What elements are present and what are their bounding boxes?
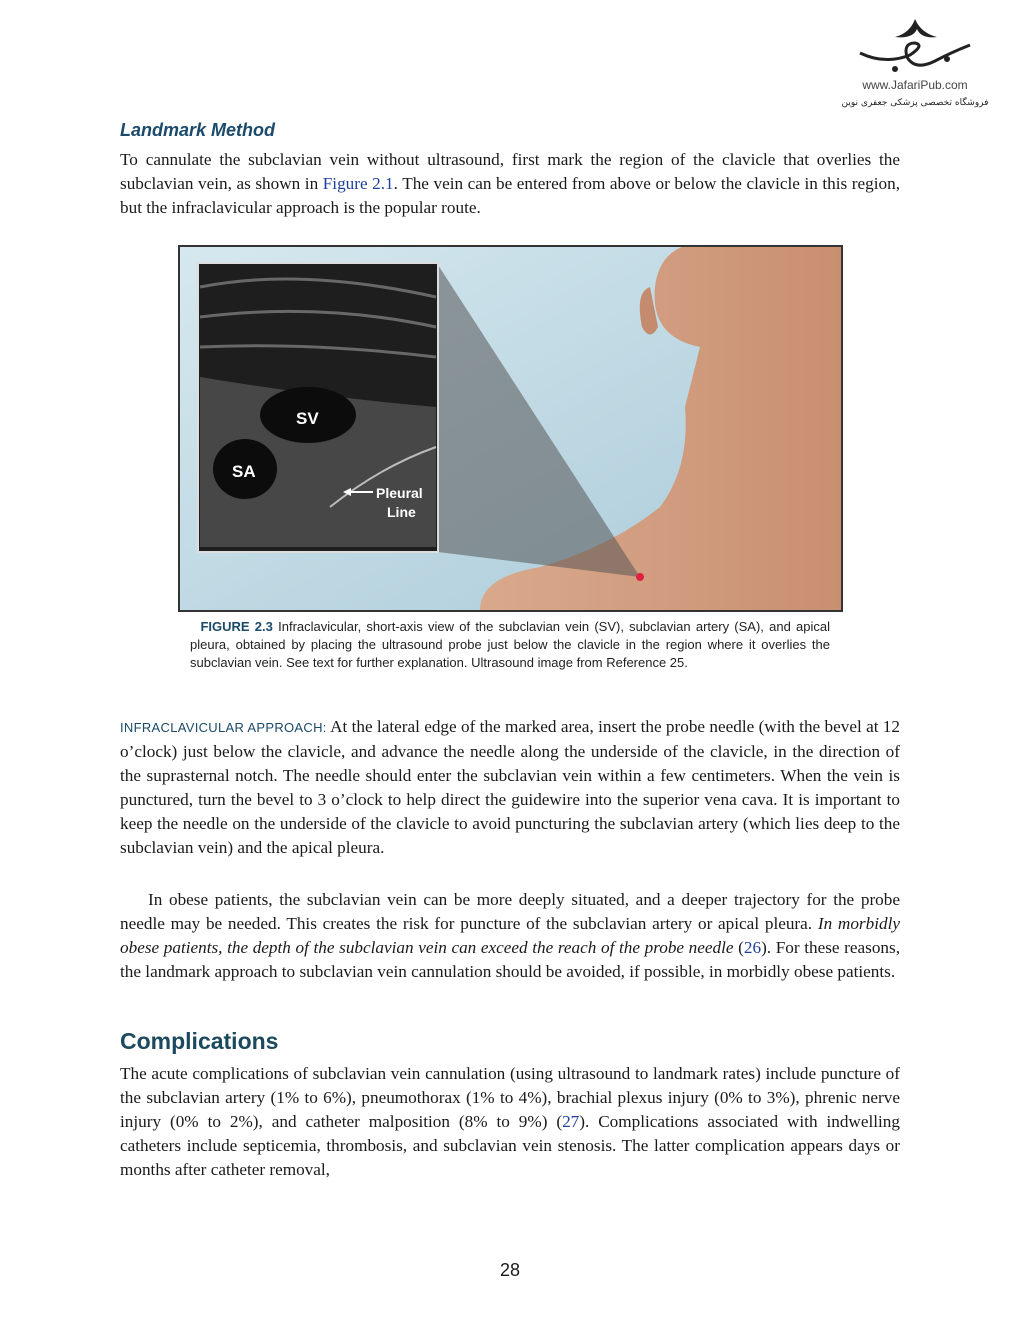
publisher-logo bbox=[835, 15, 995, 108]
section-heading: Landmark Method bbox=[120, 120, 276, 140]
paragraph-infraclavicular bbox=[120, 715, 900, 860]
calligraphy-logo-icon bbox=[855, 15, 975, 75]
figure-illustration bbox=[180, 247, 841, 610]
label-sa: SA bbox=[232, 462, 256, 481]
text: ( bbox=[733, 938, 744, 957]
text: ). Complications associated with indwelling catheters include septicemia, thrombosis, and subclavian vein stenosis. The latter complication appears days or months after catheter removal, bbox=[120, 1112, 900, 1179]
emphasis: In morbidly obese patients, the depth of the subclavian vein can exceed the reach of the probe needle bbox=[120, 914, 900, 957]
page-number: 28 bbox=[499, 1260, 521, 1280]
paragraph-landmark bbox=[120, 148, 900, 220]
ultrasound-image bbox=[198, 263, 438, 552]
complications-heading: Complications bbox=[120, 1028, 279, 1054]
figure-2-3 bbox=[178, 245, 843, 612]
text: In obese patients, the subclavian vein can be more deeply situated, and a deeper trajectory for the probe needle may be needed. This creates the risk for puncture of the subclavian artery or apical pleura. bbox=[120, 890, 900, 933]
text: To cannulate the subclavian vein without ultrasound, first mark the region of the clavicle that overlies the subclavian vein, as shown in bbox=[120, 150, 900, 193]
logo-tagline: فروشگاه تخصصی پزشکی جعفری نوین bbox=[841, 98, 989, 108]
label-line: Line bbox=[387, 504, 416, 520]
reference-link[interactable]: 26 bbox=[743, 938, 762, 957]
figure-link[interactable]: Figure 2.1 bbox=[322, 174, 394, 193]
logo-url: www.JafariPub.com bbox=[862, 78, 968, 92]
paragraph-obese bbox=[120, 888, 900, 984]
caption-text: Infraclavicular, short-axis view of the subclavian vein (SV), subclavian artery (SA), and apical pleura, obtained by placing the ultrasound probe just below the clavicle in the region where it overlies the subclavian vein. See text for further explanation. Ultrasound image from Reference 25. bbox=[190, 619, 831, 670]
caption-label: FIGURE 2.3 bbox=[200, 619, 273, 634]
text: At the lateral edge of the marked area, insert the probe needle (with the bevel at 12 o’clock) just below the clavicle, and advance the needle along the underside of the clavicle, in the direction of the suprasternal notch. The needle should enter the subclavian vein within a few centimeters. When the vein is punctured, turn the bevel to 3 o’clock to help direct the guidewire into the superior vena cava. It is important to keep the needle on the underside of the clavicle to avoid puncturing the subclavian artery (which lies deep to the subclavian vein) and the apical pleura. bbox=[120, 717, 900, 857]
text: . The vein can be entered from above or below the clavicle in this region, but the infraclavicular approach is the popular route. bbox=[120, 174, 900, 217]
label-pleural: Pleural bbox=[376, 485, 423, 501]
figure-caption bbox=[190, 618, 830, 672]
reference-link[interactable]: 27 bbox=[562, 1112, 580, 1131]
text: ). For these reasons, the landmark approach to subclavian vein cannulation should be avoided, if possible, in morbidly obese patients. bbox=[120, 938, 900, 981]
probe-site-marker bbox=[636, 573, 644, 581]
paragraph-complications bbox=[120, 1062, 900, 1182]
label-sv: SV bbox=[296, 409, 319, 428]
text: The acute complications of subclavian vein cannulation (using ultrasound to landmark rates) include puncture of the subclavian artery (1% to 6%), pneumothorax (1% to 4%), brachial plexus injury (0% to 3%), phrenic nerve injury (0% to 2%), and catheter malposition (8% to 9%) ( bbox=[120, 1064, 900, 1131]
runin-heading: INFRACLAVICULAR APPROACH: bbox=[120, 720, 327, 735]
